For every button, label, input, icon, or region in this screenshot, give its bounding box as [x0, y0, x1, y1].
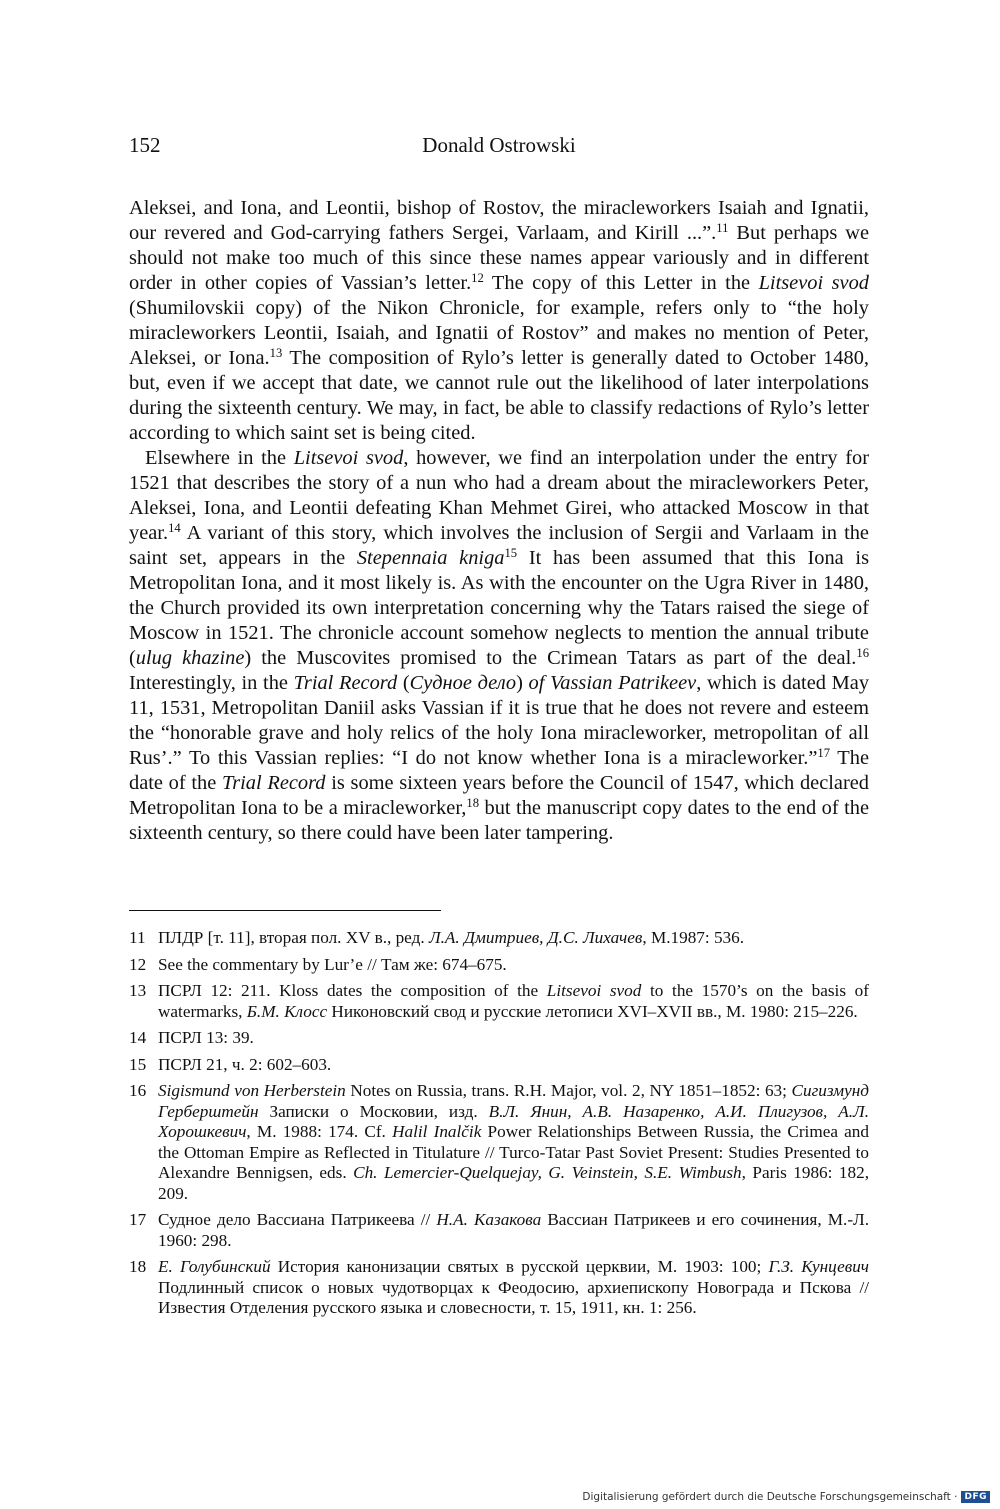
italic-text: of Vassian Patrikeev	[528, 672, 697, 694]
text-run: It has been assumed that this Iona is Metropolitan Iona, and it most likely is. As with the encounter on the Ugra River in 1480, the Church provided its own interpretation concerning why the Tatars raised the siege of Moscow in 1521. The chronicle account somehow neglects to mention the annual tribute (	[129, 547, 870, 669]
footnote	[129, 981, 869, 1022]
text-run: The copy of this Letter in the	[483, 272, 759, 294]
text-run: Записки о Московии, изд.	[258, 1101, 489, 1121]
text-run: to the 1570’s on the basis of watermarks,	[158, 981, 869, 1021]
footnote-text	[158, 1055, 869, 1076]
text-run: Судное дело Вассиана Патрикеева //	[158, 1210, 437, 1229]
footnote-number: 12	[129, 954, 147, 974]
text-run: , М. 1988: 174. Cf.	[246, 1122, 393, 1141]
text-run: )	[516, 672, 529, 694]
text-run: (Shumilovskii copy) of the Nikon Chronicle, for example, refers only to “the holy miracleworkers Leontii, Isaiah, and Ignatii of Rostov” and makes no mention of Peter, Aleksei, or Iona.	[129, 297, 869, 369]
text-run: The composition of Rylo’s letter is generally dated to October 1480, but, even if we accept that date, we cannot rule out the likelihood of later interpolations during the sixteenth century. We may, in fact, be able to classify redactions of Rylo’s letter according to which saint set is being cited.	[129, 347, 869, 444]
text-run: , Paris 1986: 182, 209.	[158, 1163, 869, 1203]
footnote	[129, 955, 869, 976]
footnote-number: 17	[129, 1210, 147, 1229]
text-run: ПСРЛ 13: 39.	[158, 1028, 254, 1047]
dfg-logo-icon: DFG	[961, 1491, 990, 1503]
italic-text: Litsevoi svod	[546, 981, 642, 1000]
footnote-divider	[129, 910, 441, 911]
italic-text: Л.А. Дмитриев, Д.С. Лихачев	[428, 928, 643, 947]
main-text	[129, 196, 869, 846]
footnote	[129, 1210, 869, 1251]
digitization-credit	[582, 1491, 990, 1503]
page-number: 152	[129, 133, 161, 157]
italic-text: Е. Голубинский	[158, 1257, 271, 1276]
footnotes	[129, 928, 869, 1325]
footnote	[129, 1028, 869, 1049]
running-title: Donald Ostrowski	[422, 133, 576, 157]
footnote-number: 16	[129, 1081, 147, 1100]
text-run: , M.1987: 536.	[642, 928, 745, 947]
italic-text: Б.М. Клосс	[246, 1001, 328, 1021]
text-run: but the manuscript copy dates to the end of the sixteenth century, so there could have been later tampering.	[129, 797, 870, 844]
text-run: Никоновский свод и русские летописи XVI–XVII вв., М. 1980: 215–226.	[327, 1001, 858, 1021]
italic-text: Halil Inalčik	[392, 1122, 482, 1141]
italic-text: Litsevoi svod	[293, 447, 404, 469]
footnote-text	[158, 1257, 869, 1319]
text-run: (	[397, 672, 410, 694]
paragraph-1	[129, 196, 869, 446]
text-run: , which is dated May 11, 1531, Metropolitan Daniil asks Vassian if it is true that he does not revere and esteem the “honorable grave and holy relics of the holy Iona miracleworker, metropolitan of all Rus’.” To this Vassian replies: “I do not know whether Iona is a miracleworker.”	[129, 672, 870, 769]
footnote-ref: 15	[504, 546, 518, 561]
text-run: A variant of this story, which involves the inclusion of Sergii and Varlaam in the saint set, appears in the	[129, 522, 869, 569]
footnote	[129, 1257, 869, 1319]
footnote-number: 15	[129, 1054, 147, 1074]
text-run: Power Relationships Between Russia, the Crimea and the Ottoman Empire as Reflected in Titulature // Turco-Tatar Past Soviet Present: Studies Presented to Alexandre Bennigsen, eds.	[158, 1122, 869, 1182]
footnote	[129, 1081, 869, 1204]
text-run: Interestingly, in the	[129, 672, 294, 694]
footnote-ref: 18	[466, 796, 480, 811]
text-run: Elsewhere in the	[145, 447, 294, 469]
footnote-ref: 13	[269, 346, 283, 361]
text-run: Aleksei, and Iona, and Leontii, bishop of Rostov, the miracleworkers Isaiah and Ignatii, our revered and God-carrying fathers Sergei, Varlaam, and Kirill ...”.	[129, 197, 869, 244]
text-run: Подлинный список о новых чудотворцах к Феодосию, архиепископу Новограда и Пскова // Известия Отделения русского языка и словесности, т. 15, 1911, кн. 1: 256.	[158, 1277, 869, 1317]
footnote	[129, 1055, 869, 1076]
italic-text: Sigismund von Herberstein	[158, 1081, 346, 1100]
footnote-number: 11	[129, 928, 146, 947]
text-run: But perhaps we should not make too much of this since these names appear variously and in different order in other copies of Vassian’s letter.	[129, 222, 869, 294]
footnote-text	[158, 1028, 869, 1049]
paragraph-2	[129, 446, 869, 846]
footnote-ref: 12	[471, 271, 484, 286]
footnote-ref: 14	[168, 521, 181, 536]
footnote-number: 13	[129, 981, 147, 1000]
credit-text: Digitalisierung gefördert durch die Deutsche Forschungsgemeinschaft ·	[582, 1491, 958, 1503]
text-run: Вассиан Патрикеев и его сочинения, М.-Л. 1960: 298.	[158, 1210, 869, 1250]
italic-text: В.Л. Янин, А.В. Назаренко, А.И. Плигузов, А.Л. Хорошкевич	[158, 1101, 869, 1141]
text-run: ) the Muscovites promised to the Crimean Tatars as part of the deal.	[244, 647, 857, 669]
italic-text: Stepennaia kniga	[356, 547, 505, 569]
text-run: ПСРЛ 12: 211. Kloss dates the composition of the	[158, 981, 547, 1000]
footnote-text	[158, 928, 869, 949]
text-run: ПЛДР [т. 11], вторая пол. XV в., ред.	[158, 928, 429, 947]
footnote-number: 14	[129, 1028, 147, 1047]
italic-text: ulug khazine	[135, 647, 245, 669]
footnote-text	[158, 1081, 869, 1204]
italic-text: Н.А. Казакова	[436, 1210, 542, 1229]
text-run: The date of the	[129, 747, 869, 794]
text-run: See the commentary by Lur’e // Там же: 674–675.	[158, 954, 507, 974]
footnote-number: 18	[129, 1257, 147, 1276]
italic-text: Судное дело	[409, 672, 517, 694]
footnote-ref: 16	[856, 646, 869, 661]
italic-text: Litsevoi svod	[758, 272, 869, 294]
footnote-ref: 17	[817, 746, 831, 761]
text-run: , however, we find an interpolation under the entry for 1521 that describes the story of a nun who had a dream about the miracleworkers Peter, Aleksei, Iona, and Leontii defeating Khan Mehmet Girei, who attacked Moscow in that year.	[129, 447, 870, 544]
italic-text: Г.З. Кунцевич	[768, 1257, 870, 1276]
footnote	[129, 928, 869, 949]
italic-text: Сигизмунд Герберштейн	[158, 1081, 869, 1121]
footnote-text	[158, 981, 869, 1022]
text-run: is some sixteen years before the Council of 1547, which declared Metropolitan Iona to be a miracleworker,	[129, 772, 869, 819]
footnote-text	[158, 1210, 869, 1251]
italic-text: Trial Record	[293, 672, 398, 694]
footnote-text	[158, 955, 869, 976]
text-run: ПСРЛ 21, ч. 2: 602–603.	[158, 1054, 332, 1074]
text-run: Notes on Russia, trans. R.H. Major, vol. 2, NY 1851–1852: 63;	[345, 1081, 792, 1100]
footnote-ref: 11	[716, 221, 729, 236]
text-run: История канонизации святых в русской церквии, М. 1903: 100;	[270, 1257, 769, 1276]
italic-text: Ch. Lemercier-Quelquejay, G. Veinstein, S.E. Wimbush	[353, 1163, 742, 1182]
italic-text: Trial Record	[221, 772, 326, 794]
